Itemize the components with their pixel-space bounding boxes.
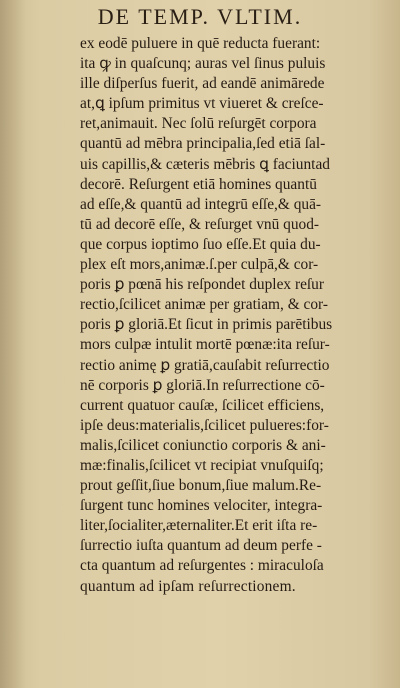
text-line: liter,ſocialiter,æternaliter.Et erit iſta re- [80,517,318,535]
text-line: mors culpæ intulit mortē pœnæ:ita reſur- [80,336,330,354]
text-line: quantū ad mēbra principalia,ſed etiā ſal- [80,135,326,153]
running-head: DE TEMP. VLTIM. [97,4,303,29]
text-line: que corpus ioptimo ſuo eſſe.Et quia du- [80,235,321,253]
body-text [80,34,388,597]
text-line: poris ꝑ gloriā.Et ſicut in primis parētibus [80,316,333,334]
text-line: nē corporis ꝑ gloriā.In reſurrectione cō- [80,376,325,394]
text-line: poris ꝑ pœnā his reſpondet duplex reſur [80,276,324,294]
text-line: ex eodē puluere in quē reducta fuerant: [80,35,321,52]
spine-shadow [0,0,26,688]
text-line: quantum ad ipſam reſurrectionem. [80,577,296,595]
text-line: malis,ſcilicet coniunctio corporis & ani- [80,436,326,454]
text-line: mæ:finalis,ſcilicet vt recipiat vnuſquiſq; [80,456,324,474]
text-line: plex eſt mors,animæ.ſ.per culpā,& cor- [80,256,319,274]
text-line: tū ad decorē eſſe, & reſurget vnū quod- [80,215,320,233]
text-line: current quatuor cauſæ, ſcilicet efficiens, [80,396,325,414]
text-line: prout geſſit,ſiue bonum,ſiue malum.Re- [80,477,322,495]
text-line: rectio,ſcilicet animæ per gratiam, & cor- [80,296,328,314]
text-line: ad eſſe,& quantū ad integrū eſſe,& quā- [80,195,322,213]
text-line: cta quantum ad reſurgentes : miraculoſa [80,557,324,575]
text-line: ita ꝙ in quaſcunq; auras vel ſinus puluis [80,55,326,73]
text-line: ipſe deus:materialis,ſcilicet pulueres:for- [80,416,329,434]
text-line: decorē. Reſurgent etiā homines quantū [80,175,317,193]
text-line: ſurrectio iuſta quantum ad deum perfe - [80,537,322,555]
text-line: at,ꝗ ipſum primitus vt viueret & creſce- [80,95,324,113]
text-line: ille diſperſus fuerit, ad eandē animārede [80,75,325,93]
text-line: ret,animauit. Nec ſolū reſurgēt corpora [80,115,317,133]
text-line: ſurgent tunc homines velociter, integra- [80,497,323,515]
text-line: rectio animę ꝑ gratiā,cauſabit reſurrectio [80,356,330,374]
text-line: uis capillis,& cæteris mēbris ꝗ faciuntad [80,155,330,173]
